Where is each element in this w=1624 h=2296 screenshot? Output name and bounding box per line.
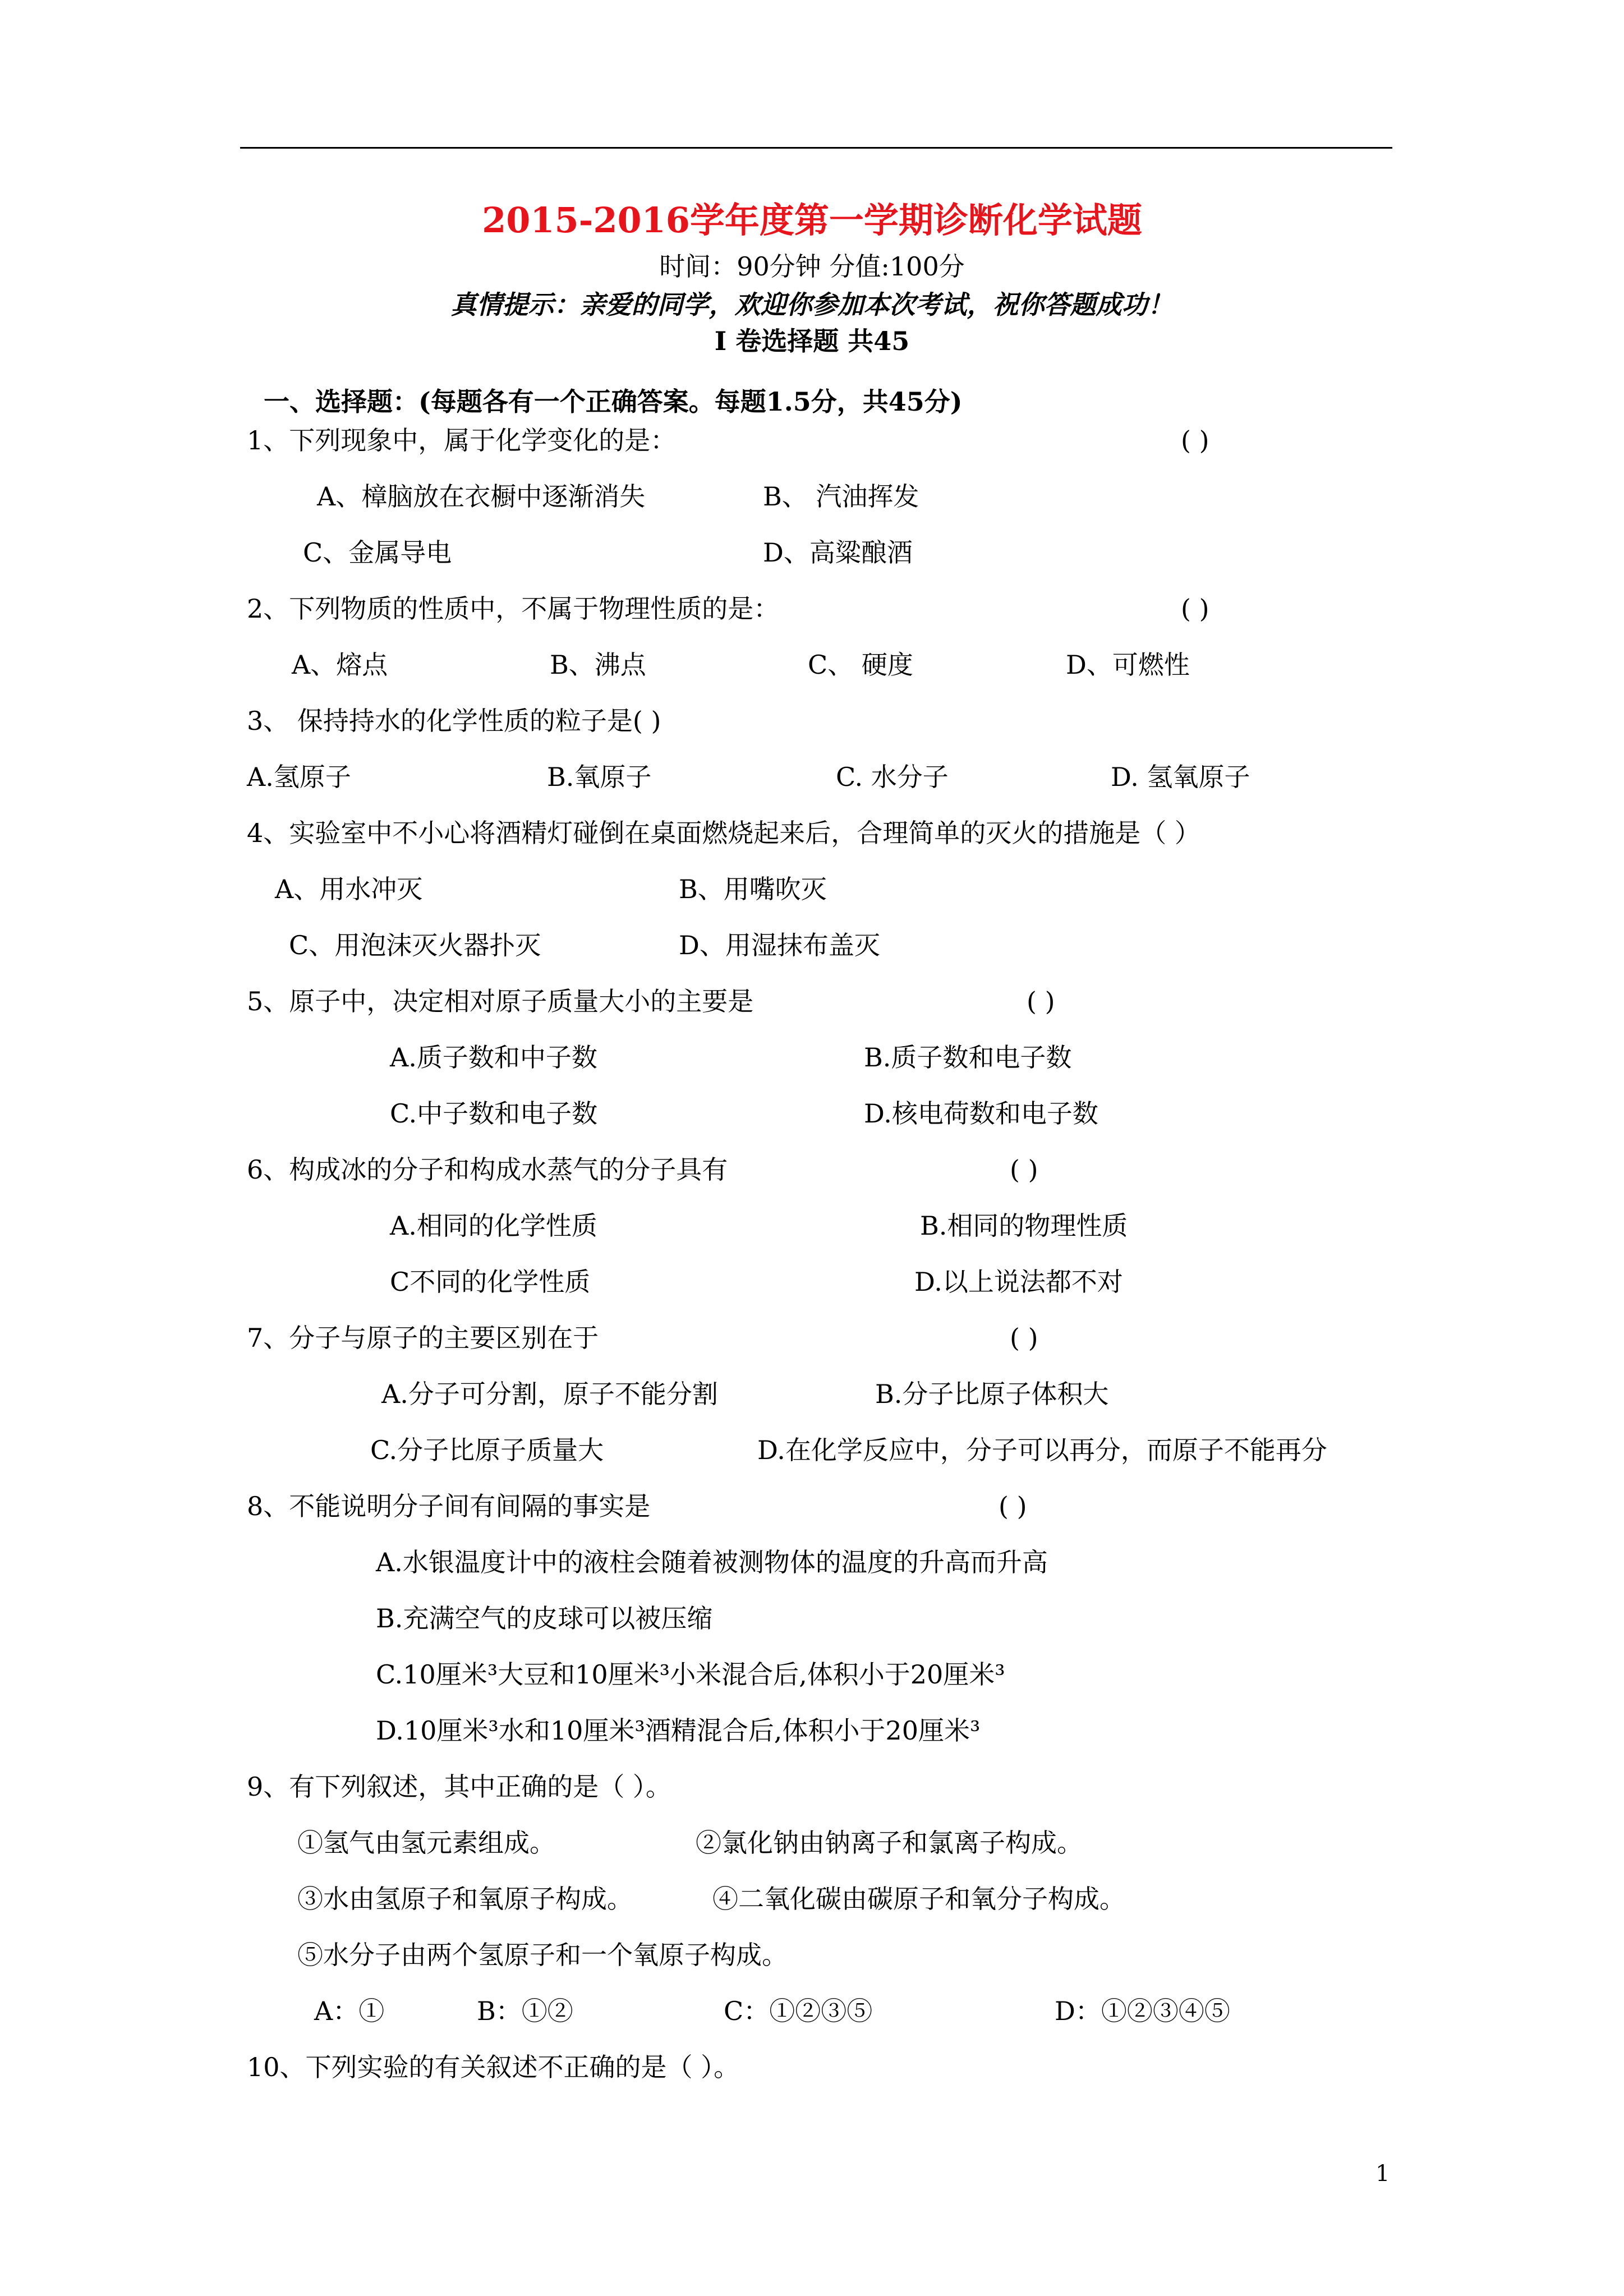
q6-option-c: C不同的化学性质 [390,1267,591,1297]
q10-stem: 10、下列实验的有关叙述不正确的是（ ）。 [247,2052,740,2082]
q4-option-a: A、用水冲灭 [275,874,423,904]
q8-option-d: D.10厘米³水和10厘米³酒精混合后,体积小于20厘米³ [376,1715,981,1746]
q2-bracket: ( ) [1181,593,1209,624]
q8-option-c: C.10厘米³大豆和10厘米³小米混合后,体积小于20厘米³ [376,1659,1005,1690]
q6-option-a: A.相同的化学性质 [390,1211,597,1241]
q3-option-c: C. 水分子 [836,762,949,792]
q1-bracket: ( ) [1181,425,1209,455]
q1-option-c: C、金属导电 [303,537,452,568]
q5-option-b: B.质子数和电子数 [864,1042,1072,1073]
q1-option-a: A、樟脑放在衣橱中逐渐消失 [317,481,646,512]
q6-option-d: D.以上说法都不对 [914,1267,1123,1297]
q9-option-b: B：①② [477,1996,573,2026]
q2-option-c: C、 硬度 [808,650,913,680]
q5-bracket: ( ) [1027,986,1055,1016]
q7-option-c: C.分子比原子质量大 [370,1435,604,1465]
q8-bracket: ( ) [999,1491,1027,1521]
q9-statement-4: ④二氧化碳由碳原子和氧分子构成。 [712,1884,1125,1914]
q3-option-d: D. 氢氧原子 [1111,762,1250,792]
encouragement-tip: 真情提示：亲爱的同学，欢迎你参加本次考试，祝你答题成功！ [450,289,1174,320]
q4-option-d: D、用湿抹布盖灭 [679,930,880,960]
q9-statement-3: ③水由氢原子和氧原子构成。 [297,1884,633,1914]
q3-option-b: B.氧原子 [547,762,652,792]
q8-option-a: A.水银温度计中的液柱会随着被测物体的温度的升高而升高 [376,1547,1048,1577]
q7-option-d: D.在化学反应中，分子可以再分，而原子不能再分 [757,1435,1327,1465]
q7-option-a: A.分子可分割，原子不能分割 [381,1379,718,1409]
q9-option-c: C：①②③⑤ [724,1996,873,2026]
q5-stem: 5、原子中，决定相对原子质量大小的主要是 [247,986,754,1016]
section-heading: Ⅰ 卷选择题 共45 [714,326,910,356]
q2-stem: 2、下列物质的性质中，不属于物理性质的是： [247,593,780,624]
q8-stem: 8、不能说明分子间有间隔的事实是 [247,1491,651,1521]
q2-option-b: B、沸点 [550,650,646,680]
page-number: 1 [1375,2161,1390,2187]
q6-bracket: ( ) [1010,1154,1038,1185]
q3-stem: 3、 保持持水的化学性质的粒子是( ) [247,706,661,736]
q6-option-b: B.相同的物理性质 [920,1211,1128,1241]
q9-stem: 9、有下列叙述，其中正确的是（ ）。 [247,1772,671,1802]
q9-statement-2: ②氯化钠由钠离子和氯离子构成。 [696,1828,1083,1858]
header-rule [240,147,1392,149]
time-score-line: 时间：90分钟 分值:100分 [659,251,965,282]
q4-stem: 4、实验室中不小心将酒精灯碰倒在桌面燃烧起来后，合理简单的灭火的措施是（ ） [247,818,1200,848]
section-instructions: 一、选择题：(每题各有一个正确答案。每题1.5分，共45分) [264,386,963,417]
q3-option-a: A.氢原子 [247,762,351,792]
q6-stem: 6、构成冰的分子和构成水蒸气的分子具有 [247,1154,728,1185]
q9-statement-1: ①氢气由氢元素组成。 [297,1828,555,1858]
q4-option-c: C、用泡沫灭火器扑灭 [289,930,541,960]
q7-option-b: B.分子比原子体积大 [875,1379,1109,1409]
exam-title: 2015-2016学年度第一学期诊断化学试题 [482,200,1142,241]
q2-option-a: A、熔点 [292,650,388,680]
q1-stem: 1、下列现象中，属于化学变化的是： [247,425,677,455]
q7-bracket: ( ) [1010,1323,1038,1353]
q4-option-b: B、用嘴吹灭 [679,874,827,904]
q9-statement-5: ⑤水分子由两个氢原子和一个氧原子构成。 [297,1940,788,1970]
q9-option-d: D：①②③④⑤ [1055,1996,1230,2026]
q5-option-a: A.质子数和中子数 [390,1042,597,1073]
q5-option-c: C.中子数和电子数 [390,1098,598,1129]
q2-option-d: D、可燃性 [1066,650,1190,680]
q5-option-d: D.核电荷数和电子数 [864,1098,1098,1129]
q1-option-d: D、高粱酿酒 [763,537,913,568]
q1-option-b: B、 汽油挥发 [763,481,919,512]
q9-option-a: A：① [314,1996,385,2026]
q8-option-b: B.充满空气的皮球可以被压缩 [376,1603,713,1634]
q7-stem: 7、分子与原子的主要区别在于 [247,1323,599,1353]
